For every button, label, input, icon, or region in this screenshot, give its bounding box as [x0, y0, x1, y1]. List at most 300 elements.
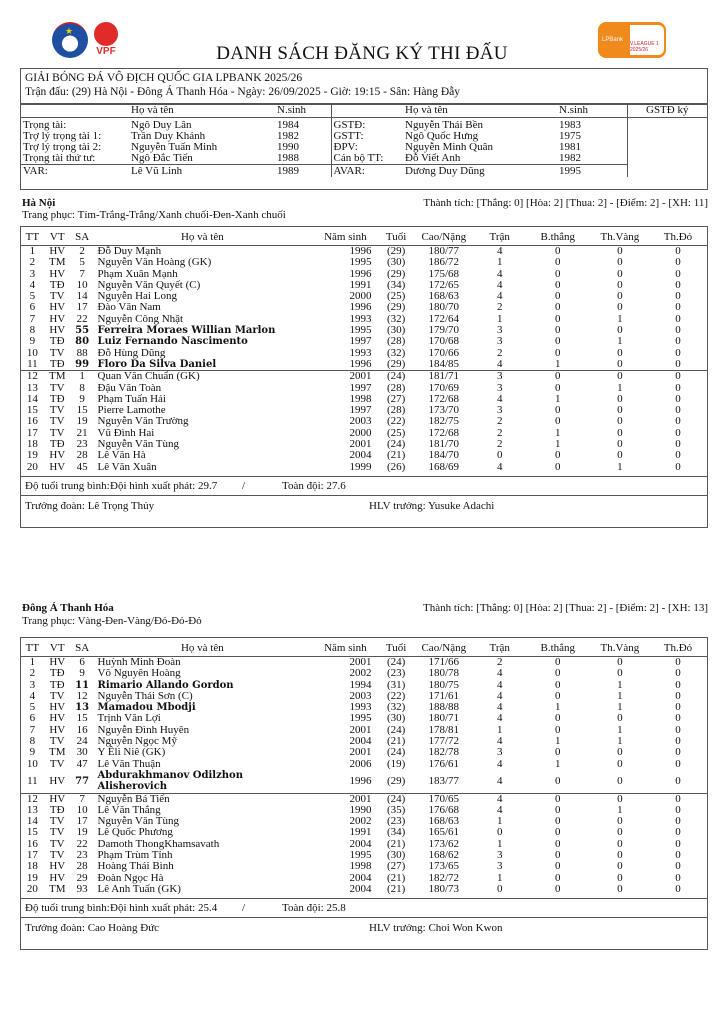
player-yellow-cards: 0: [617, 656, 623, 668]
player-height-weight: 170/68: [428, 335, 460, 348]
player-name: Nguyễn Đình Huyên: [97, 723, 190, 736]
player-yellow-cards: 0: [617, 746, 623, 759]
player-age: (24): [386, 438, 406, 451]
player-apps: 3: [496, 746, 503, 759]
player-position: TV: [49, 415, 65, 428]
official-birth: 1995: [557, 165, 627, 178]
player-age: (29): [386, 301, 406, 314]
player-position: TV: [49, 346, 65, 359]
player-shirt: 47: [76, 757, 88, 770]
roster-box: [20, 637, 708, 950]
player-position: HV: [49, 871, 66, 884]
player-shirt: 28: [76, 860, 88, 873]
player-position: HV: [49, 723, 66, 736]
player-name: Pierre Lamothe: [97, 404, 166, 417]
player-birth-year: 1995: [349, 712, 372, 725]
player-shirt: 13: [75, 702, 90, 714]
player-position: HV: [49, 656, 66, 668]
average-age-label: Độ tuổi trung bình:: [25, 902, 110, 915]
player-height-weight: 170/66: [428, 346, 460, 359]
player-name: Nguyễn Ngọc Mỹ: [97, 735, 177, 748]
player-name: Mamadou Mbodji: [97, 702, 196, 714]
player-age: (21): [386, 449, 406, 462]
column-header: Th.Vàng: [591, 227, 649, 246]
player-birth-year: 2000: [349, 426, 372, 439]
player-number: 13: [26, 803, 38, 816]
player-birth-year: 2000: [349, 290, 372, 303]
column-header: VT: [44, 227, 71, 246]
player-name: Abdurakhmanov Odilzhon Alisherovich: [97, 769, 243, 793]
player-number: 14: [26, 392, 38, 405]
player-position: HV: [44, 793, 71, 805]
player-yellow-cards: 1: [617, 701, 623, 714]
player-position: TĐ: [49, 392, 65, 405]
player-goals: 0: [555, 278, 561, 291]
player-position: HV: [49, 774, 66, 787]
player-shirt: 23: [76, 849, 88, 862]
player-yellow-cards: 0: [617, 290, 623, 303]
player-age: (30): [386, 324, 406, 337]
official-birth: 1982: [559, 152, 581, 164]
average-age-team: Toàn đội: 27.6: [282, 479, 346, 492]
player-yellow-cards: 0: [617, 849, 623, 862]
roster-table: [21, 638, 707, 898]
player-yellow-cards: 1: [617, 335, 623, 348]
player-age: (22): [386, 689, 406, 702]
player-red-cards: 0: [675, 815, 681, 828]
player-goals: 0: [555, 415, 561, 428]
player-position: TĐ: [49, 335, 65, 348]
player-number: 7: [29, 312, 36, 325]
player-red-cards: 0: [675, 312, 681, 325]
player-yellow-cards: 1: [617, 689, 623, 702]
player-name: Rimario Allando Gordon: [97, 679, 234, 691]
player-number: 5: [29, 701, 36, 714]
player-age: (21): [386, 882, 406, 895]
player-red-cards: 0: [675, 278, 681, 291]
staff-row: [21, 917, 707, 949]
player-number: 5: [29, 290, 36, 303]
player-height-weight: 173/70: [428, 404, 460, 417]
player-apps: 1: [496, 871, 503, 884]
player-row: [21, 450, 707, 461]
player-position: HV: [49, 860, 66, 873]
player-age: (29): [386, 245, 406, 257]
player-age: (34): [386, 826, 406, 839]
player-yellow-cards: 0: [617, 346, 623, 359]
player-height-weight: 180/75: [428, 678, 460, 691]
player-name: Phạm Tuấn Hải: [97, 392, 166, 405]
player-apps: 4: [496, 460, 503, 473]
player-apps: 4: [496, 757, 503, 770]
player-red-cards: 0: [675, 803, 681, 816]
player-age: (28): [386, 404, 406, 417]
player-age: (23): [386, 815, 406, 828]
player-height-weight: 170/69: [428, 381, 460, 394]
player-number: 9: [29, 335, 36, 348]
player-height-weight: 171/61: [428, 689, 460, 702]
player-name: Phạm Xuân Mạnh: [97, 267, 178, 280]
player-goals: 0: [555, 301, 561, 314]
official-name: Trần Duy Khánh: [131, 130, 206, 142]
player-height-weight: 184/85: [428, 357, 460, 370]
player-shirt: 8: [79, 381, 85, 394]
player-age: (27): [386, 392, 406, 405]
player-number: 10: [26, 346, 38, 359]
official-role: ĐPV:: [331, 142, 403, 153]
player-shirt: 17: [76, 815, 88, 828]
player-red-cards: 0: [675, 735, 681, 748]
player-name: Nguyễn Công Nhật: [97, 312, 184, 325]
player-red-cards: 0: [675, 381, 681, 394]
player-yellow-cards: 0: [617, 267, 623, 280]
average-age-team: Toàn đội: 25.8: [282, 902, 346, 915]
roster-table: [21, 227, 707, 476]
official-name: Đỗ Viết Anh: [405, 152, 461, 164]
player-name: Lê Quốc Phương: [97, 826, 173, 839]
player-position: HV: [49, 245, 66, 257]
player-number: 20: [26, 882, 38, 895]
player-name: Y Êli Niê (GK): [97, 746, 166, 759]
player-red-cards: 0: [675, 245, 681, 257]
roster-header: [21, 227, 707, 246]
player-yellow-cards: 0: [617, 837, 623, 850]
player-height-weight: 181/71: [413, 371, 475, 383]
player-birth-year: 1994: [349, 678, 372, 691]
player-apps: 4: [475, 793, 525, 805]
official-birth: 1984: [277, 119, 299, 131]
official-birth: 1981: [559, 141, 581, 153]
signature-area: [627, 131, 707, 142]
official-name: Dương Duy Dũng: [403, 165, 557, 178]
player-height-weight: 181/70: [428, 438, 460, 451]
player-birth-year: 2006: [349, 757, 372, 770]
player-apps: 2: [496, 301, 503, 314]
player-apps: 0: [496, 449, 503, 462]
player-goals: 0: [555, 346, 561, 359]
player-birth-year: 1995: [349, 324, 372, 337]
player-red-cards: 0: [675, 346, 681, 359]
official-role: Trợ lý trọng tài 2:: [23, 141, 102, 153]
player-shirt: 23: [76, 438, 88, 451]
player-apps: 3: [496, 381, 503, 394]
player-apps: 3: [496, 335, 503, 348]
player-goals: 0: [555, 837, 561, 850]
player-birth-year: 2001: [349, 438, 372, 451]
col-signature: GSTĐ ký: [627, 105, 707, 118]
player-yellow-cards: 1: [617, 678, 623, 691]
player-shirt: 14: [76, 290, 88, 303]
player-red-cards: 0: [675, 860, 681, 873]
average-age-starting: Đội hình xuất phát: 29.7: [110, 479, 218, 492]
player-name: Đỗ Duy Mạnh: [97, 245, 162, 257]
player-number: 6: [29, 712, 36, 725]
player-apps: 3: [475, 371, 525, 383]
player-apps: 4: [496, 689, 503, 702]
player-goals: 0: [525, 793, 591, 805]
player-red-cards: 0: [675, 404, 681, 417]
player-yellow-cards: 0: [617, 860, 623, 873]
player-goals: 0: [555, 404, 561, 417]
official-name: Ngô Quốc Hưng: [405, 130, 479, 142]
player-row: [21, 861, 707, 872]
signature-area: [627, 153, 707, 165]
player-apps: 4: [496, 357, 503, 370]
column-header: Năm sinh: [311, 638, 379, 657]
player-name: Lê Văn Xuân: [97, 460, 157, 473]
player-name: Phạm Trùm Tỉnh: [97, 849, 173, 862]
official-name: Ngô Đắc Tiến: [131, 152, 193, 164]
player-number: 12: [21, 793, 44, 805]
player-height-weight: 176/61: [428, 757, 460, 770]
player-shirt: 22: [76, 312, 88, 325]
player-height-weight: 171/66: [428, 656, 460, 668]
player-yellow-cards: 0: [617, 301, 623, 314]
player-number: 18: [26, 438, 38, 451]
player-shirt: 30: [76, 746, 88, 759]
player-red-cards: 0: [675, 460, 681, 473]
player-apps: 4: [496, 267, 503, 280]
column-header: Th.Đỏ: [649, 227, 707, 246]
player-name: Trịnh Văn Lợi: [97, 712, 161, 725]
player-number: 17: [26, 849, 38, 862]
player-goals: 0: [555, 882, 561, 895]
player-age: (25): [386, 290, 406, 303]
official-row: [21, 118, 707, 132]
player-yellow-cards: 0: [617, 774, 623, 787]
official-birth: 1989: [275, 165, 331, 178]
official-name: Lê Vũ Linh: [129, 165, 275, 178]
player-age: (28): [386, 335, 406, 348]
player-number: 6: [29, 301, 36, 314]
player-birth-year: 1997: [349, 404, 372, 417]
player-row: [21, 359, 707, 371]
player-apps: 4: [496, 678, 503, 691]
player-number: 20: [26, 460, 38, 473]
player-shirt: 2: [79, 245, 85, 257]
player-number: 11: [27, 774, 38, 787]
player-name: Floro Da Silva Daniel: [97, 358, 217, 370]
player-height-weight: 172/68: [428, 392, 460, 405]
player-apps: 4: [496, 278, 503, 291]
player-yellow-cards: 0: [591, 793, 649, 805]
player-age: (21): [386, 735, 406, 748]
column-header: Họ và tên: [94, 227, 312, 246]
player-name: Nguyễn Văn Hoàng (GK): [97, 256, 212, 269]
player-shirt: 17: [76, 301, 88, 314]
player-height-weight: 186/72: [428, 256, 460, 269]
player-height-weight: 188/88: [428, 701, 460, 714]
team-kit: Trang phục: Vàng-Đen-Vàng/Đỏ-Đỏ-Đỏ: [22, 615, 202, 627]
player-age: (24): [386, 746, 406, 759]
player-goals: 1: [555, 701, 561, 714]
official-role: VAR:: [21, 165, 129, 178]
player-position: TV: [49, 837, 65, 850]
player-number: 3: [29, 267, 36, 280]
player-age: (31): [386, 678, 406, 691]
player-apps: 1: [496, 723, 503, 736]
official-name: Ngô Duy Lân: [131, 119, 192, 131]
player-apps: 3: [496, 860, 503, 873]
player-row: [21, 336, 707, 347]
player-yellow-cards: 0: [617, 278, 623, 291]
player-apps: 3: [496, 404, 503, 417]
player-goals: 0: [555, 860, 561, 873]
player-apps: 4: [496, 735, 503, 748]
player-birth-year: 1998: [349, 392, 372, 405]
player-birth-year: 1997: [349, 335, 372, 348]
player-name: Huỳnh Minh Đoàn: [97, 656, 181, 668]
player-goals: 1: [555, 735, 561, 748]
player-birth-year: 2001: [349, 746, 372, 759]
player-position: HV: [49, 301, 66, 314]
official-name: Nguyễn Minh Quân: [405, 141, 493, 153]
player-goals: 0: [555, 746, 561, 759]
vff-logo-icon: ★: [52, 22, 88, 58]
player-red-cards: 0: [675, 849, 681, 862]
player-position: TĐ: [49, 357, 65, 370]
player-number: 15: [26, 404, 38, 417]
player-yellow-cards: 0: [617, 871, 623, 884]
player-shirt: 12: [76, 689, 88, 702]
player-birth-year: 1991: [349, 278, 372, 291]
player-birth-year: 1996: [349, 267, 372, 280]
official-role: GSTT:: [331, 131, 403, 142]
player-height-weight: 182/72: [428, 871, 460, 884]
player-apps: 2: [496, 415, 503, 428]
player-shirt: 21: [76, 426, 88, 439]
head-coach: HLV trưởng: Yusuke Adachi: [369, 499, 495, 512]
player-name: Lê Văn Thuận: [97, 757, 161, 770]
player-height-weight: 178/81: [428, 723, 460, 736]
column-header: Th.Đỏ: [649, 638, 707, 657]
player-height-weight: 180/73: [428, 882, 460, 895]
player-red-cards: 0: [675, 290, 681, 303]
column-header: Cao/Nặng: [413, 227, 475, 246]
player-position: HV: [49, 267, 66, 280]
official-role: Trợ lý trọng tài 1:: [23, 130, 102, 142]
player-goals: 1: [555, 426, 561, 439]
player-apps: 4: [496, 712, 503, 725]
player-age: (25): [386, 426, 406, 439]
player-age: (24): [380, 371, 413, 383]
player-age: (32): [386, 701, 406, 714]
player-shirt: 24: [76, 735, 88, 748]
official-birth: 1983: [559, 119, 581, 131]
player-goals: 0: [555, 678, 561, 691]
player-age: (23): [386, 667, 406, 680]
player-height-weight: 184/70: [428, 449, 460, 462]
signature-area: [627, 118, 707, 132]
player-row: [21, 371, 707, 383]
player-age: (29): [386, 267, 406, 280]
player-position: TM: [49, 882, 66, 895]
player-age: (30): [386, 712, 406, 725]
player-birth-year: 2004: [349, 882, 372, 895]
player-height-weight: 183/77: [428, 774, 460, 787]
column-header: Trận: [475, 638, 525, 657]
player-goals: 0: [555, 689, 561, 702]
player-position: TV: [49, 426, 65, 439]
player-name: Quan Văn Chuẩn (GK): [94, 371, 312, 383]
player-goals: 0: [555, 723, 561, 736]
player-red-cards: 0: [675, 438, 681, 451]
player-number: 13: [26, 381, 38, 394]
team-kit: Trang phục: Tím-Trắng-Trắng/Xanh chuối-Đen-Xanh chuối: [22, 209, 286, 221]
player-apps: 3: [496, 849, 503, 862]
head-coach: HLV trưởng: Choi Won Kwon: [369, 922, 503, 935]
official-role: AVAR:: [331, 165, 403, 178]
player-red-cards: 0: [675, 689, 681, 702]
official-birth: 1990: [277, 141, 299, 153]
player-shirt: 22: [76, 837, 88, 850]
player-red-cards: 0: [675, 882, 681, 895]
player-age: (21): [386, 837, 406, 850]
player-height-weight: 172/68: [428, 426, 460, 439]
player-position: TĐ: [49, 803, 65, 816]
vleague-logo-icon: LPBank V.LEAGUE 1 2025/26: [598, 22, 666, 58]
player-yellow-cards: 0: [617, 245, 623, 257]
player-goals: 0: [555, 245, 561, 257]
player-position: TV: [49, 757, 65, 770]
average-age-separator: /: [242, 479, 246, 492]
team-record: Thành tích: [Thắng: 0] [Hòa: 2] [Thua: 2] - [Điểm: 2] - [XH: 13]: [423, 602, 708, 614]
player-yellow-cards: 0: [617, 392, 623, 405]
player-position: TĐ: [49, 438, 65, 451]
player-height-weight: 180/77: [428, 245, 460, 257]
player-red-cards: 0: [675, 392, 681, 405]
player-name: Nguyễn Văn Quyết (C): [97, 278, 201, 291]
player-birth-year: 1990: [349, 803, 372, 816]
column-header: SA: [71, 227, 94, 246]
player-shirt: 11: [75, 679, 90, 691]
player-birth-year: 1995: [349, 256, 372, 269]
player-name: Lê Văn Thắng: [97, 803, 161, 816]
player-shirt: 10: [76, 278, 88, 291]
player-birth-year: 2001: [311, 793, 379, 805]
player-apps: 1: [496, 256, 503, 269]
player-yellow-cards: 0: [617, 667, 623, 680]
player-shirt: 6: [79, 656, 85, 668]
average-age-starting: Đội hình xuất phát: 25.4: [110, 902, 218, 915]
player-shirt: 88: [76, 346, 88, 359]
player-shirt: 7: [79, 267, 85, 280]
player-apps: 4: [496, 245, 503, 257]
player-birth-year: 1999: [349, 460, 372, 473]
player-height-weight: 175/68: [428, 267, 460, 280]
column-header: VT: [44, 638, 71, 657]
player-yellow-cards: 0: [591, 371, 649, 383]
player-yellow-cards: 0: [617, 404, 623, 417]
player-name: Hoàng Thái Bình: [97, 860, 174, 873]
player-goals: 0: [555, 256, 561, 269]
page-title: DANH SÁCH ĐĂNG KÝ THI ĐẤU: [216, 43, 508, 64]
player-goals: 0: [555, 803, 561, 816]
player-name: Nguyễn Hai Long: [97, 290, 177, 303]
player-red-cards: 0: [675, 656, 681, 668]
player-yellow-cards: 1: [617, 381, 623, 394]
player-birth-year: 2004: [349, 871, 372, 884]
player-goals: 0: [555, 381, 561, 394]
column-header: Tuổi: [380, 227, 413, 246]
player-shirt: 99: [75, 358, 90, 370]
player-goals: 0: [555, 774, 561, 787]
player-apps: 1: [496, 815, 503, 828]
player-birth-year: 1996: [349, 357, 372, 370]
player-number: 19: [26, 871, 38, 884]
player-apps: 4: [496, 701, 503, 714]
player-age: (26): [386, 460, 406, 473]
